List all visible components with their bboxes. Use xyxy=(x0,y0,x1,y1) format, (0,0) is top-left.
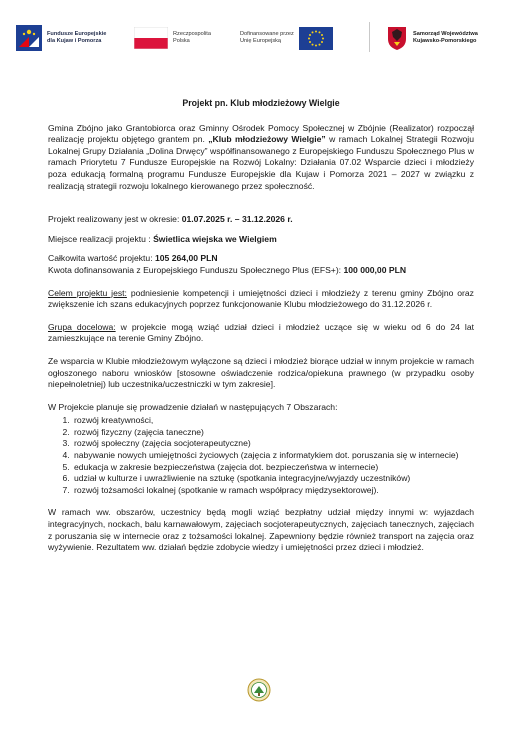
place-value: Świetlica wiejska we Wielgiem xyxy=(153,233,277,244)
list-item: 2. rozwój fizyczny (zajęcia taneczne) xyxy=(72,427,474,439)
goal-paragraph xyxy=(48,288,474,311)
areas-list xyxy=(48,415,474,496)
efs-funding-label: Kwota dofinansowania z Europejskiego Funduszu Społecznego Plus (EFS+): xyxy=(48,264,344,275)
list-item: 4. nabywanie nowych umiejętności życiowych (zajęcia z informatykiem dot. poruszania się w internecie) xyxy=(72,450,474,462)
efs-funding-line xyxy=(48,265,474,277)
efs-funding-value: 100 000,00 PLN xyxy=(343,264,407,275)
fe-logo-icon xyxy=(16,25,42,51)
target-group-text: w projekcie mogą wziąć udział dzieci i młodzież uczące się w wieku od 6 do 24 lat zamieszkujące na terenie Gminy Zbójno. xyxy=(48,321,474,344)
rp-logo-line1: Rzeczpospolita xyxy=(173,31,211,37)
rp-logo-line2: Polska xyxy=(173,38,190,44)
target-group-label: Grupa docelowa: xyxy=(48,321,116,332)
place-label: Miejsce realizacji projektu : xyxy=(48,233,154,244)
goal-text: podniesienie kompetencji i umiejętności dzieci i młodzieży z terenu gminy Zbójno oraz zwiększenie ich szans edukacyjnych poprzez funkcjonowanie Klubu młodzieżowego do 31.12.2026 r. xyxy=(48,287,474,310)
kujawsko-pomorskie-crest-icon xyxy=(386,25,408,51)
support-exclusion-paragraph: Ze wsparcia w Klubie młodzieżowym wyłączone są dzieci i młodzież biorące udział w innym projekcie w ramach ogłoszonego naboru wniosków [stosowne oświadczenie rodzica/opiekuna prawnego (w przypadku osoby niepełnoletniej) lub uczestnika/uczestniczki w tym zakresie]. xyxy=(48,355,474,390)
kp-logo xyxy=(386,25,478,51)
closing-paragraph: W ramach ww. obszarów, uczestnicy będą mogli wziąć bezpłatny udział między innymi w: wyjazdach integracyjnych, nockach, balu karnawałowym, zajęciach socjoterapeutycznych, zajęciach tanecznych, zajęciach z poruszania się w internecie oraz z tożsamości lokalnej. Zapewniony będzie również transport na zajęcia oraz wyżywienie. Rezultatem ww. działań będzie zdobycie wiedzy i umiejętności przez dzieci i młodzież. xyxy=(48,507,474,553)
total-value-label: Całkowita wartość projektu: xyxy=(48,253,155,264)
document-body xyxy=(48,98,474,554)
funding-logos-strip xyxy=(0,0,520,70)
period-label: Projekt realizowany jest w okresie: xyxy=(48,214,182,225)
intro-paragraph xyxy=(48,123,474,193)
areas-intro: W Projekcie planuje się prowadzenie działań w następujących 7 Obszarach: xyxy=(48,401,338,412)
kp-logo-line1: Samorząd Województwa xyxy=(413,31,478,37)
total-value: 105 264,00 PLN xyxy=(155,253,218,264)
fe-logo-line1: Fundusze Europejskie xyxy=(47,31,107,37)
list-item: 1. rozwój kreatywności, xyxy=(72,415,474,427)
goal-label: Celem projektu jest: xyxy=(48,287,127,298)
ue-logo-line2: Unię Europejską xyxy=(240,38,282,44)
period-line xyxy=(48,214,474,226)
rp-logo xyxy=(134,25,211,51)
intro-text-rest: w ramach Lokalnej Strategii Rozwoju Lokalnej Grupy Działania „Dolina Drwęcy” współfinansowanego z Europejskiego Funduszu Społecznego Plus w ramach Priorytetu 7 Fundusze Europejskie na Rozwój Lokalny: Działania 07.02 Wsparcie dzieci i młodzieży poza edukacją formalną programu Fundusze Europejskie dla Kujaw i Pomorza 2021 – 2027 w związku z realizacją strategii rozwoju lokalnego kierowanego przez społeczność. xyxy=(48,134,474,191)
ue-logo xyxy=(240,25,333,51)
place-line xyxy=(48,234,474,246)
list-item: 7. rozwój tożsamości lokalnej (spotkanie w ramach współpracy międzysektorowej). xyxy=(72,485,474,497)
target-group-paragraph xyxy=(48,322,474,345)
period-value: 01.07.2025 r. – 31.12.2026 r. xyxy=(181,214,293,225)
document-title: Projekt pn. Klub młodzieżowy Wielgie xyxy=(182,98,340,108)
logo-divider xyxy=(369,22,370,52)
eu-flag-icon xyxy=(299,27,333,50)
ue-logo-line1: Dofinansowane przez xyxy=(240,31,294,37)
list-item: 3. rozwój społeczny (zajęcia socjoterapeutyczne) xyxy=(72,438,474,450)
intro-text: Gmina Zbójno jako Grantobiorca oraz Gminny Ośrodek Pomocy Społecznej w Zbójnie (Realizator) rozpoczął realizację projektu objętego grantem pn. xyxy=(48,122,474,145)
poland-flag-icon xyxy=(134,27,168,49)
list-item: 5. edukacja w zakresie bezpieczeństwa (zajęcia dot. bezpieczeństwa w internecie) xyxy=(72,462,474,474)
project-name: „Klub młodzieżowy Wielgie” xyxy=(208,134,326,145)
fe-logo-line2: dla Kujaw i Pomorza xyxy=(47,38,102,44)
fe-logo xyxy=(16,25,106,51)
kp-logo-line2: Kujawsko-Pomorskiego xyxy=(413,38,477,44)
total-value-line xyxy=(48,253,474,265)
gmina-seal-icon xyxy=(247,678,271,702)
list-item: 6. udział w kulturze i uwrażliwienie na sztukę (spotkania integracyjne/wyjazdy uczestników) xyxy=(72,473,474,485)
